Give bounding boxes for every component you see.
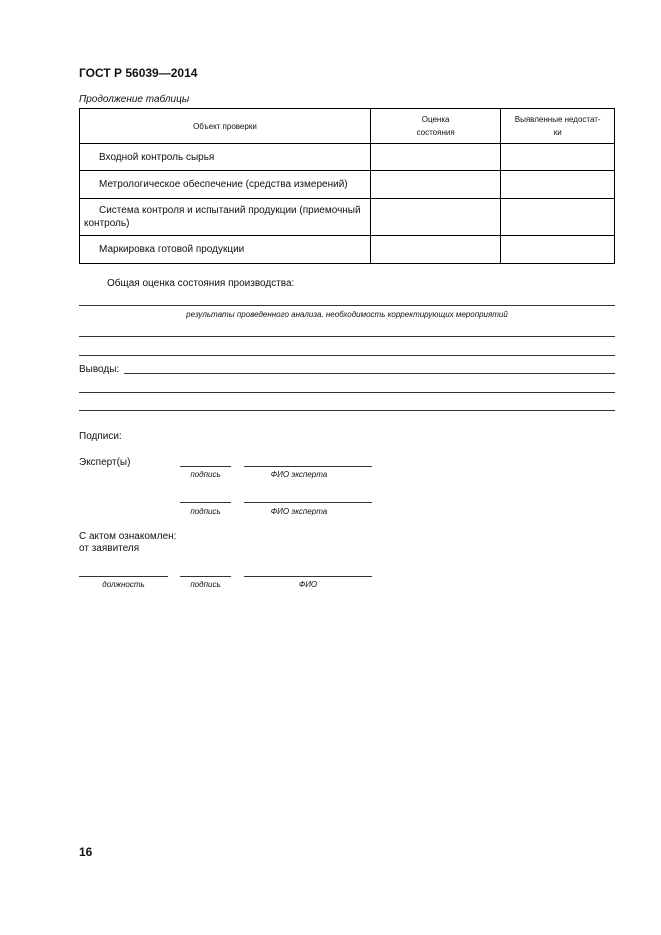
acquainted-label: С актом ознакомлен: xyxy=(79,531,177,542)
applicant-name-hint: ФИО xyxy=(298,580,318,589)
conclusions-line-3[interactable] xyxy=(79,410,615,411)
row-defects[interactable] xyxy=(501,171,615,199)
applicant-position-hint: должность xyxy=(102,580,145,589)
row-defects[interactable] xyxy=(501,199,615,236)
table-row xyxy=(80,144,615,171)
expert1-name-line[interactable] xyxy=(244,466,372,467)
conclusions-line-1[interactable] xyxy=(124,373,615,374)
row-state[interactable] xyxy=(370,144,500,171)
row-state[interactable] xyxy=(370,236,500,264)
document-header: ГОСТ Р 56039—2014 xyxy=(79,66,198,80)
applicant-signature-line[interactable] xyxy=(180,576,231,577)
header-defects-line1: Выявленные недостат- xyxy=(514,115,601,124)
page-number: 16 xyxy=(79,845,93,859)
assessment-line-3[interactable] xyxy=(79,355,615,356)
header-defects-line2: ки xyxy=(553,128,562,137)
applicant-position-line[interactable] xyxy=(79,576,168,577)
expert1-signature-line[interactable] xyxy=(180,466,231,467)
row-state[interactable] xyxy=(370,199,500,236)
expert2-name-line[interactable] xyxy=(244,502,372,503)
expert1-signature-hint: подпись xyxy=(190,470,221,479)
expert1-name-hint: ФИО эксперта xyxy=(270,470,328,479)
header-state-line1: Оценка xyxy=(421,115,450,124)
assessment-label: Общая оценка состояния производства: xyxy=(107,278,295,289)
header-object: Объект проверки xyxy=(80,109,371,144)
row-state[interactable] xyxy=(370,171,500,199)
applicant-signature-hint: подпись xyxy=(190,580,221,589)
assessment-hint: результаты проведенного анализа, необходимость корректирующих мероприятий xyxy=(186,310,508,319)
header-defects xyxy=(501,109,615,144)
row-object: Система контроля и испытаний продукции (приемочный контроль) xyxy=(80,199,371,236)
assessment-line-1[interactable] xyxy=(79,305,615,306)
applicant-name-line[interactable] xyxy=(244,576,372,577)
inspection-table xyxy=(79,108,615,264)
row-defects[interactable] xyxy=(501,236,615,264)
header-state xyxy=(370,109,500,144)
row-object: Метрологическое обеспечение (средства измерений) xyxy=(80,171,371,199)
expert2-name-hint: ФИО эксперта xyxy=(270,507,328,516)
row-object: Маркировка готовой продукции xyxy=(80,236,371,264)
row-object: Входной контроль сырья xyxy=(80,144,371,171)
row-defects[interactable] xyxy=(501,144,615,171)
header-state-line2: состояния xyxy=(416,128,455,137)
table-row xyxy=(80,171,615,199)
expert2-signature-hint: подпись xyxy=(190,507,221,516)
conclusions-line-2[interactable] xyxy=(79,392,615,393)
expert2-signature-line[interactable] xyxy=(180,502,231,503)
table-caption: Продолжение таблицы xyxy=(79,94,190,105)
table-header-row xyxy=(80,109,615,144)
expert-label: Эксперт(ы) xyxy=(79,457,131,468)
conclusions-label: Выводы: xyxy=(79,364,120,375)
table-row xyxy=(80,199,615,236)
table-row xyxy=(80,236,615,264)
assessment-line-2[interactable] xyxy=(79,336,615,337)
signatures-label: Подписи: xyxy=(79,431,122,442)
applicant-label: от заявителя xyxy=(79,543,140,554)
